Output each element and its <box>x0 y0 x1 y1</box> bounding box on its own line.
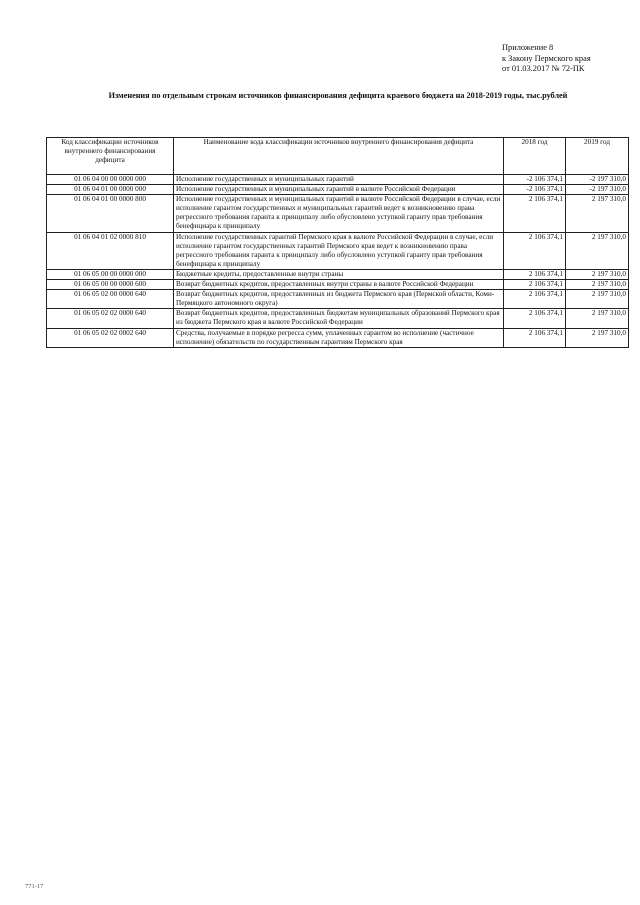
table-row <box>47 328 629 347</box>
cell-2019: -2 197 310,0 <box>566 175 629 185</box>
header-code: Код классификации источников внутреннего финансирования дефицита <box>47 138 174 175</box>
header-2018: 2018 год <box>504 138 566 175</box>
cell-code: 01 06 04 01 02 0000 810 <box>47 232 174 269</box>
cell-code: 01 06 04 00 00 0000 000 <box>47 175 174 185</box>
table-row <box>47 185 629 195</box>
cell-code: 01 06 05 02 02 0002 640 <box>47 328 174 347</box>
header-2019: 2019 год <box>566 138 629 175</box>
cell-code: 01 06 05 02 00 0000 640 <box>47 290 174 309</box>
cell-name: Возврат бюджетных кредитов, предоставленных из бюджета Пермского края (Пермской области, Коми-Пермяцкого автономного округа) <box>174 290 504 309</box>
cell-2018: 2 106 374,1 <box>504 309 566 328</box>
cell-name: Бюджетные кредиты, предоставленные внутри страны <box>174 269 504 279</box>
cell-name: Исполнение государственных гарантий Пермского края в валюте Российской Федерации в случае, если исполнение гарантом государственных гарантий Пермского края ведет к возникновению права регрессного требования гаранта к принципалу либо обусловлено уступкой гаранту прав требования бенефициара к принципалу <box>174 232 504 269</box>
cell-name: Возврат бюджетных кредитов, предоставленных бюджетам муниципальных образований Пермского края из бюджета Пермского края в валюте Российской Федерации <box>174 309 504 328</box>
cell-2019: 2 197 310,0 <box>566 269 629 279</box>
cell-name: Исполнение государственных и муниципальных гарантий в валюте Российской Федерации в случае, если исполнение гарантом государственных и муниципальных гарантий ведет к возникновению права регрессного требования гаранта к принципалу либо обусловлено уступкой гаранту прав требования бенефициара к принципалу <box>174 195 504 232</box>
cell-code: 01 06 04 01 00 0000 800 <box>47 195 174 232</box>
table-body <box>47 175 629 348</box>
financing-sources-table <box>46 137 629 348</box>
table-row <box>47 232 629 269</box>
cell-name: Исполнение государственных и муниципальных гарантий <box>174 175 504 185</box>
cell-2018: -2 106 374,1 <box>504 185 566 195</box>
cell-2018: 2 106 374,1 <box>504 290 566 309</box>
document-title: Изменения по отдельным строкам источников финансирования дефицита краевого бюджета на 2018-2019 годы, тыс.рублей <box>108 91 568 100</box>
cell-name: Возврат бюджетных кредитов, предоставленных внутри страны в валюте Российской Федерации <box>174 280 504 290</box>
appendix-number: Приложение 8 <box>502 43 554 52</box>
appendix-reference <box>502 43 632 75</box>
cell-code: 01 06 04 01 00 0000 000 <box>47 185 174 195</box>
cell-2018: 2 106 374,1 <box>504 280 566 290</box>
cell-2019: 2 197 310,0 <box>566 232 629 269</box>
cell-code: 01 06 05 02 02 0000 640 <box>47 309 174 328</box>
cell-name: Средства, получаемые в порядке регресса сумм, уплаченных гарантом во исполнение (частичное исполнение) обязательств по государственным гарантиям Пермского края <box>174 328 504 347</box>
table-header-row <box>47 138 629 175</box>
page-footnote: 771-17 <box>25 883 44 890</box>
appendix-law-date: от 01.03.2017 № 72-ПК <box>502 64 585 74</box>
cell-name: Исполнение государственных и муниципальных гарантий в валюте Российской Федерации <box>174 185 504 195</box>
table-row <box>47 195 629 232</box>
cell-2019: 2 197 310,0 <box>566 195 629 232</box>
cell-2018: 2 106 374,1 <box>504 328 566 347</box>
cell-2018: -2 106 374,1 <box>504 175 566 185</box>
table-row <box>47 309 629 328</box>
table-row <box>47 269 629 279</box>
header-name: Наименование кода классификации источников внутреннего финансирования дефицита <box>174 138 504 175</box>
table-row <box>47 175 629 185</box>
cell-2019: 2 197 310,0 <box>566 328 629 347</box>
cell-2019: 2 197 310,0 <box>566 309 629 328</box>
cell-code: 01 06 05 00 00 0000 600 <box>47 280 174 290</box>
cell-code: 01 06 05 00 00 0000 000 <box>47 269 174 279</box>
appendix-law: к Закону Пермского края <box>502 53 591 63</box>
cell-2018: 2 106 374,1 <box>504 269 566 279</box>
table-row <box>47 280 629 290</box>
cell-2018: 2 106 374,1 <box>504 195 566 232</box>
cell-2019: -2 197 310,0 <box>566 185 629 195</box>
cell-2018: 2 106 374,1 <box>504 232 566 269</box>
cell-2019: 2 197 310,0 <box>566 290 629 309</box>
table-row <box>47 290 629 309</box>
cell-2019: 2 197 310,0 <box>566 280 629 290</box>
